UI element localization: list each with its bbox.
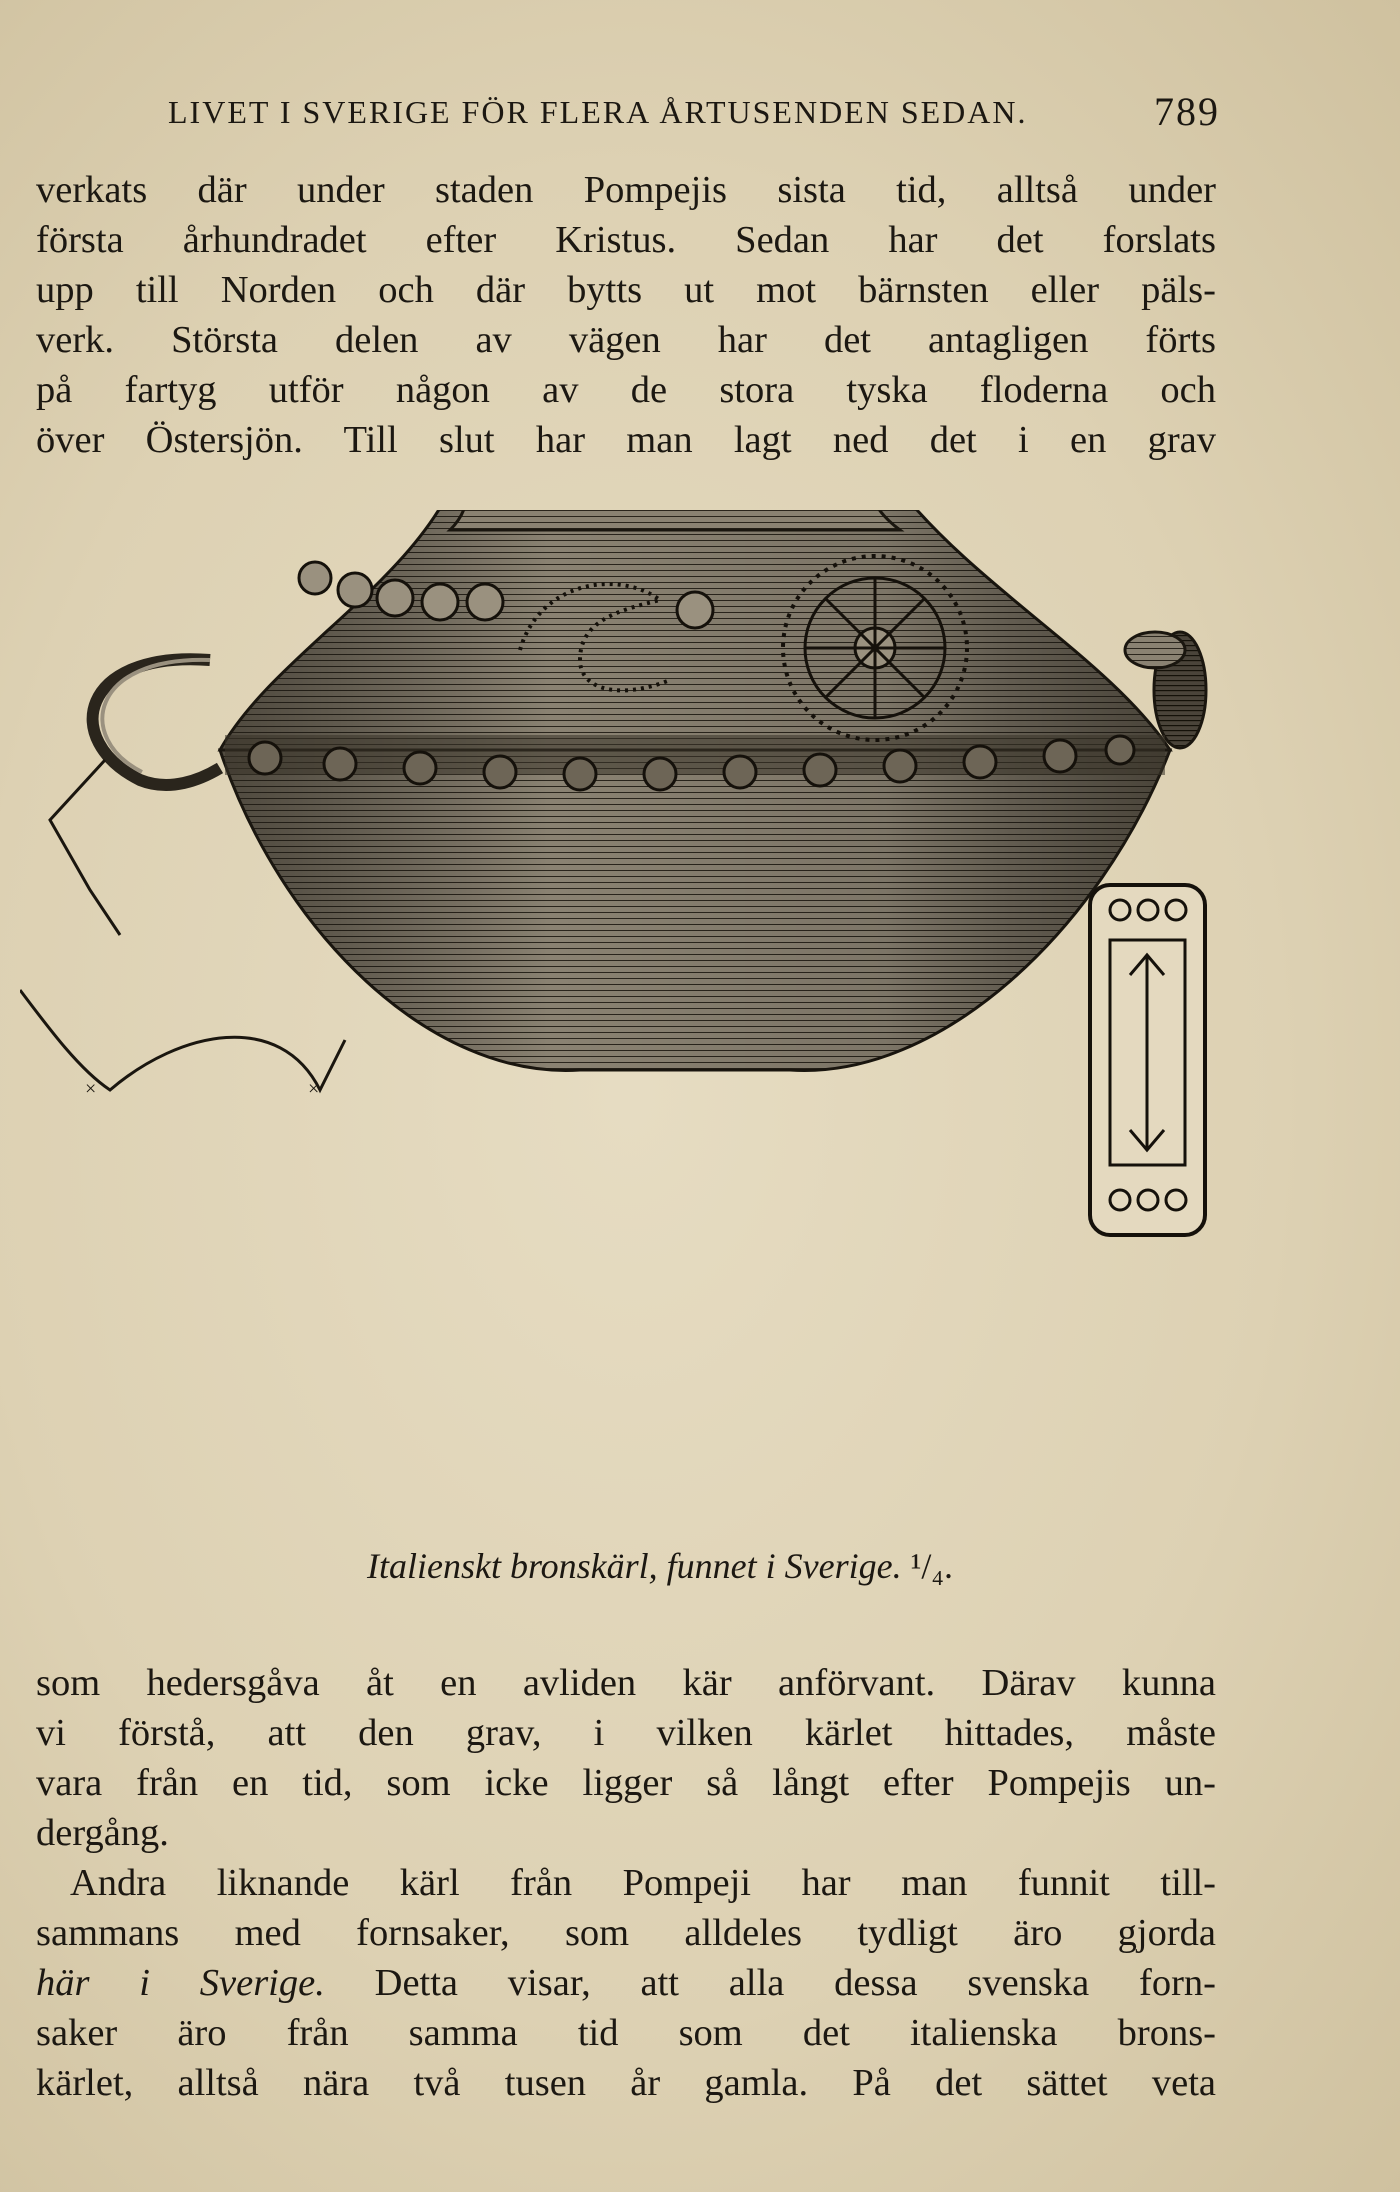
text-line: vara från en tid, som icke ligger så långt efter Pompejis un- (36, 1762, 1216, 1804)
text-line: verk. Största delen av vägen har det antagligen förts (36, 319, 1216, 361)
text-line (36, 1958, 1216, 2008)
vessel-engraving (20, 510, 1220, 1590)
text-line: dergång. (36, 1812, 169, 1854)
text-line: på fartyg utför någon av de stora tyska floderna och (36, 369, 1216, 411)
text-line: vi förstå, att den grav, i vilken kärlet hittades, måste (36, 1712, 1216, 1754)
text-line: verkats där under staden Pompejis sista tid, alltså under (36, 169, 1216, 211)
text-line: kärlet, alltså nära två tusen år gamla. På det sättet veta (36, 2062, 1216, 2104)
text-line: sammans med fornsaker, som alldeles tydligt äro gjorda (36, 1912, 1216, 1954)
svg-text:×: × (85, 1078, 97, 1100)
ornament-detail-strip (1090, 885, 1205, 1235)
text-line: saker äro från samma tid som det italienska brons- (36, 2012, 1216, 2054)
figure-caption (280, 1545, 1040, 1587)
bronze-vessel-illustration (20, 510, 1220, 1590)
text-span: Detta visar, att alla dessa svenska forn- (324, 1962, 1217, 2004)
svg-text:×: × (308, 1078, 320, 1100)
page-header (160, 88, 1220, 138)
text-line: första århundradet efter Kristus. Sedan har det forslats (36, 219, 1216, 261)
paragraph-top (36, 165, 1216, 465)
caption-text: Italienskt bronskärl, funnet i Sverige. (367, 1546, 902, 1586)
text-line: upp till Norden och där bytts ut mot bärnsten eller päls- (36, 269, 1216, 311)
text-line: Andra liknande kärl från Pompeji har man funnit till- (70, 1862, 1216, 1904)
text-line: över Östersjön. Till slut har man lagt ned det i en grav (36, 419, 1216, 461)
text-line: som hedersgåva åt en avliden kär anförvant. Därav kunna (36, 1662, 1216, 1704)
italic-phrase: här i Sverige. (36, 1962, 325, 2004)
running-title: LIVET I SVERIGE FÖR FLERA ÅRTUSENDEN SEDAN. (168, 94, 1028, 130)
caption-scale: ¹/₄. (910, 1546, 953, 1586)
paragraph-bottom (36, 1658, 1216, 2108)
page-number: 789 (1154, 89, 1220, 134)
